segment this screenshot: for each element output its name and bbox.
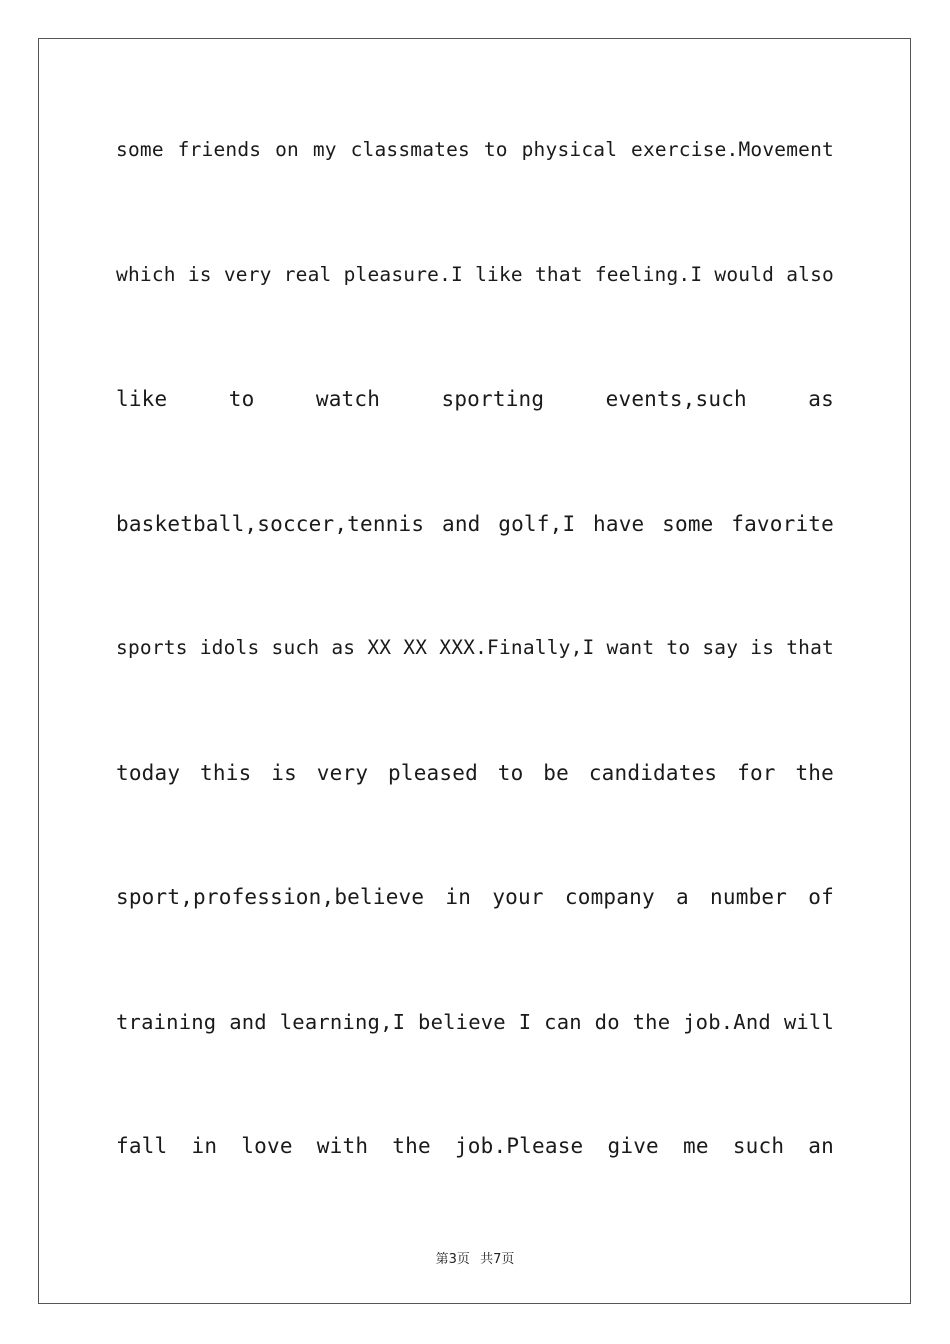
page-number-total: 共7页 xyxy=(480,1252,515,1267)
page-footer xyxy=(0,1248,950,1267)
document-body xyxy=(116,137,834,1258)
text-line: like to watch sporting events,such as xyxy=(116,387,834,411)
text-line: some friends on my classmates to physical exercise.Movement xyxy=(116,138,834,161)
text-line: training and learning,I believe I can do the job.And will xyxy=(116,1009,834,1034)
text-line: sports idols such as XX XX XXX.Finally,I want to say is that xyxy=(116,636,834,659)
text-line: basketball,soccer,tennis and golf,I have some favorite xyxy=(116,511,834,536)
text-line: sport,profession,believe in your company a number of xyxy=(116,885,834,909)
text-line: which is very real pleasure.I like that feeling.I would also xyxy=(116,262,834,286)
page-number-current: 第3页 xyxy=(435,1252,470,1267)
text-line: fall in love with the job.Please give me such an xyxy=(116,1134,834,1158)
text-line: today this is very pleased to be candidates for the xyxy=(116,760,834,785)
